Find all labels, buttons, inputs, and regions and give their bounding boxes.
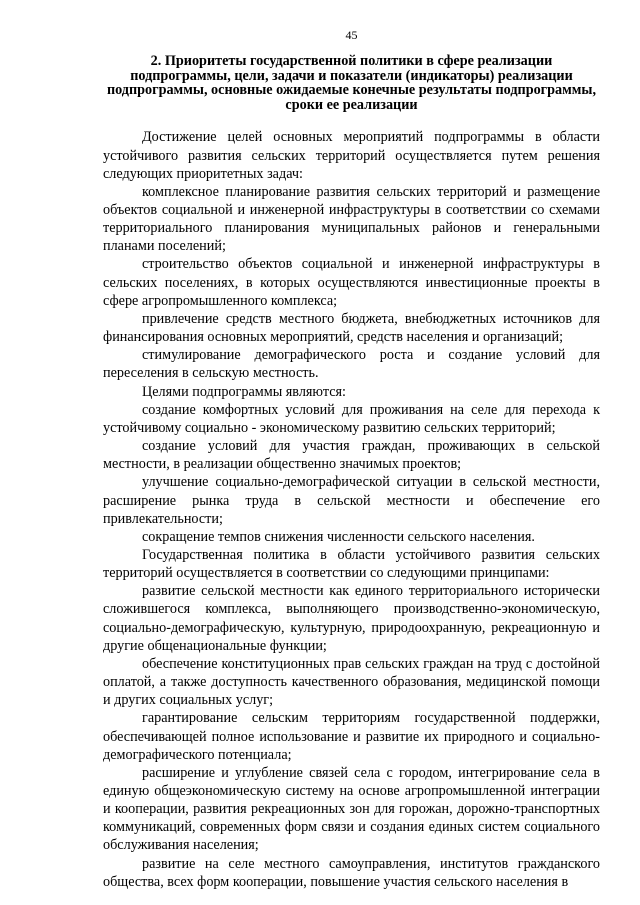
paragraph: стимулирование демографического роста и создание условий для переселения в сельскую местность. (103, 347, 600, 382)
section-title: 2. Приоритеты государственной политики в сфере реализации подпрограммы, цели, задачи и показатели (индикаторы) реализации подпрограммы, основные ожидаемые конечные результаты подпрограммы, сроки ее реализации (106, 53, 597, 113)
paragraph: сокращение темпов снижения численности сельского населения. (142, 528, 535, 545)
paragraph: гарантирование сельским территориям государственной поддержки, обеспечивающей полное использование и развитие их природного и социально-демографического потенциала; (103, 710, 600, 763)
paragraph: привлечение средств местного бюджета, внебюджетных источников для финансирования основных мероприятий, средств населения и организаций; (103, 310, 600, 346)
paragraph: Целями подпрограммы являются: (142, 383, 346, 400)
paragraph: Достижение целей основных мероприятий подпрограммы в области устойчивого развития сельских территорий осуществляется путем решения следующих приоритетных задач: (103, 129, 600, 182)
paragraph: комплексное планирование развития сельских территорий и размещение объектов социальной и инженерной инфраструктуры в соответствии со схемами территориального планирования муниципальных районов и генеральными планами поселений; (103, 183, 600, 255)
paragraph: улучшение социально-демографической ситуации в сельской местности, расширение рынка труда в сельской местности и обеспечение его привлекательности; (103, 474, 600, 527)
paragraph: создание комфортных условий для проживания на селе для перехода к устойчивому социально - экономическому развитию сельских территорий; (103, 401, 600, 436)
paragraph: развитие сельской местности как единого территориального исторически сложившегося комплекса, выполняющего производственно-экономическую, социально-демографическую, культурную, природоохранную, рекреационную и другие общенациональные функции; (103, 583, 600, 654)
paragraph: обеспечение конституционных прав сельских граждан на труд с достойной оплатой, а также доступность качественного образования, медицинской помощи и других социальных услуг; (103, 655, 600, 709)
paragraph: строительство объектов социальной и инженерной инфраструктуры в сельских поселениях, в которых осуществляются инвестиционные проекты в сфере агропромышленного комплекса; (103, 256, 600, 309)
paragraph: Государственная политика в области устойчивого развития сельских территорий осуществляется в соответствии со следующими принципами: (103, 546, 600, 582)
body-text (103, 128, 600, 891)
paragraph: создание условий для участия граждан, проживающих в сельской местности, в реализации общественно значимых проектов; (103, 438, 600, 473)
paragraph: развитие на селе местного самоуправления, институтов гражданского общества, всех форм кооперации, повышение участия сельского населения в (103, 855, 600, 890)
paragraph: расширение и углубление связей села с городом, интегрирование села в единую общеэкономическую систему на основе агропромышленной интеграции и кооперации, развития рекреационных зон для горожан, дорожно-транспортных коммуникаций, современных форм связи и создания единых систем социального обслуживания населения; (103, 764, 600, 854)
page-number: 45 (345, 28, 358, 42)
